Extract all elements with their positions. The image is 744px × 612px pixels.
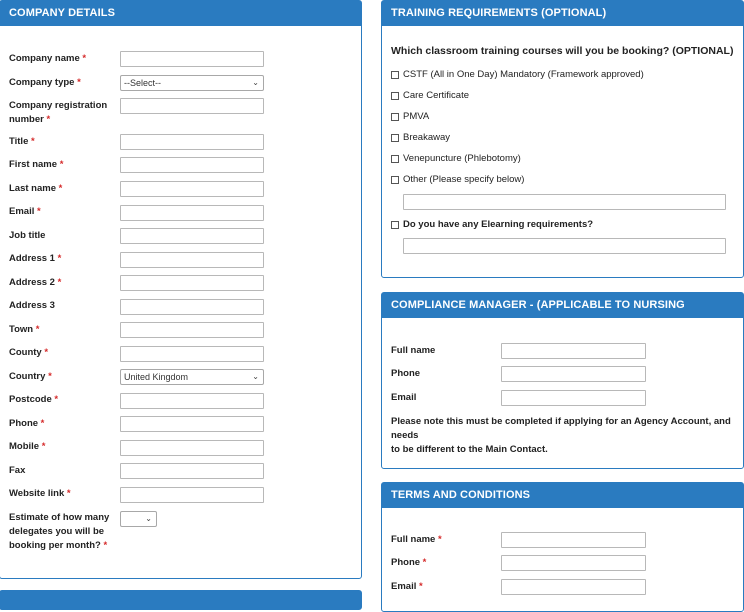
compliance-email-input[interactable]: [501, 390, 646, 406]
checkbox[interactable]: [391, 134, 399, 142]
job-title-input[interactable]: [120, 228, 264, 244]
compliance-full-name-input[interactable]: [501, 343, 646, 359]
elearning-input[interactable]: [403, 238, 726, 254]
terms-phone-input[interactable]: [501, 555, 646, 571]
checkbox[interactable]: [391, 155, 399, 163]
mobile-label: Mobile *: [9, 441, 46, 452]
county-label: County *: [9, 347, 49, 358]
estimate-select[interactable]: [120, 511, 157, 527]
chevron-down-icon: ⌄: [252, 372, 259, 381]
option-care-certificate[interactable]: Care Certificate: [391, 90, 469, 102]
country-select[interactable]: United Kingdom ⌄: [120, 369, 264, 385]
compliance-header: COMPLIANCE MANAGER - (APPLICABLE TO NURSING AGENCIES): [382, 293, 743, 318]
address-1-input[interactable]: [120, 252, 264, 268]
compliance-phone-input[interactable]: [501, 366, 646, 382]
job-title-label: Job title: [9, 230, 46, 241]
option-breakaway[interactable]: Breakaway: [391, 132, 450, 144]
phone-label: Phone *: [9, 418, 45, 429]
email-input[interactable]: [120, 205, 264, 221]
website-link-input[interactable]: [120, 487, 264, 503]
county-input[interactable]: [120, 346, 264, 362]
address-1-label: Address 1 *: [9, 253, 62, 264]
title-input[interactable]: [120, 134, 264, 150]
mobile-input[interactable]: [120, 440, 264, 456]
address-2-label: Address 2 *: [9, 277, 62, 288]
chevron-down-icon: ⌄: [145, 514, 152, 523]
estimate-label: Estimate of how many delegates you will be booking per month? *: [9, 512, 110, 551]
option-cstf[interactable]: CSTF (All in One Day) Mandatory (Framework approved): [391, 69, 644, 81]
terms-email-input[interactable]: [501, 579, 646, 595]
company-type-select[interactable]: --Select-- ⌄: [120, 75, 264, 91]
training-question: Which classroom training courses will you be booking? (OPTIONAL): [391, 45, 734, 57]
terms-phone-label: Phone *: [391, 557, 427, 568]
elearning-option[interactable]: Do you have any Elearning requirements?: [391, 219, 593, 231]
postcode-label: Postcode *: [9, 394, 59, 405]
fax-input[interactable]: [120, 463, 264, 479]
next-section-panel: [0, 590, 362, 610]
terms-full-name-label: Full name *: [391, 534, 442, 545]
terms-header: TERMS AND CONDITIONS: [382, 483, 743, 508]
town-input[interactable]: [120, 322, 264, 338]
country-label: Country *: [9, 371, 52, 382]
title-label: Title *: [9, 136, 35, 147]
company-registration-label: Company registration number *: [9, 100, 108, 125]
first-name-input[interactable]: [120, 157, 264, 173]
last-name-label: Last name *: [9, 183, 63, 194]
postcode-input[interactable]: [120, 393, 264, 409]
company-type-label: Company type *: [9, 77, 81, 88]
phone-input[interactable]: [120, 416, 264, 432]
company-details-header: COMPANY DETAILS: [0, 1, 361, 26]
terms-full-name-input[interactable]: [501, 532, 646, 548]
checkbox[interactable]: [391, 113, 399, 121]
chevron-down-icon: ⌄: [252, 78, 259, 87]
website-link-label: Website link *: [9, 488, 71, 499]
company-registration-input[interactable]: [120, 98, 264, 114]
terms-email-label: Email *: [391, 581, 423, 592]
email-label: Email *: [9, 206, 41, 217]
checkbox[interactable]: [391, 176, 399, 184]
compliance-phone-label: Phone: [391, 368, 421, 379]
town-label: Town *: [9, 324, 40, 335]
address-3-input[interactable]: [120, 299, 264, 315]
compliance-email-label: Email: [391, 392, 417, 403]
address-2-input[interactable]: [120, 275, 264, 291]
checkbox[interactable]: [391, 221, 399, 229]
company-name-label: Company name *: [9, 53, 87, 64]
compliance-full-name-label: Full name: [391, 345, 436, 356]
option-pmva[interactable]: PMVA: [391, 111, 429, 123]
first-name-label: First name *: [9, 159, 64, 170]
option-other[interactable]: Other (Please specify below): [391, 174, 524, 186]
address-3-label: Address 3: [9, 300, 55, 311]
training-header: TRAINING REQUIREMENTS (OPTIONAL): [382, 1, 743, 26]
fax-label: Fax: [9, 465, 26, 476]
checkbox[interactable]: [391, 92, 399, 100]
last-name-input[interactable]: [120, 181, 264, 197]
company-name-input[interactable]: [120, 51, 264, 67]
compliance-note: Please note this must be completed if applying for an Agency Account, and needs to be different to the Main Contact.: [391, 416, 731, 455]
other-specify-input[interactable]: [403, 194, 726, 210]
checkbox[interactable]: [391, 71, 399, 79]
option-venepuncture[interactable]: Venepuncture (Phlebotomy): [391, 153, 521, 165]
